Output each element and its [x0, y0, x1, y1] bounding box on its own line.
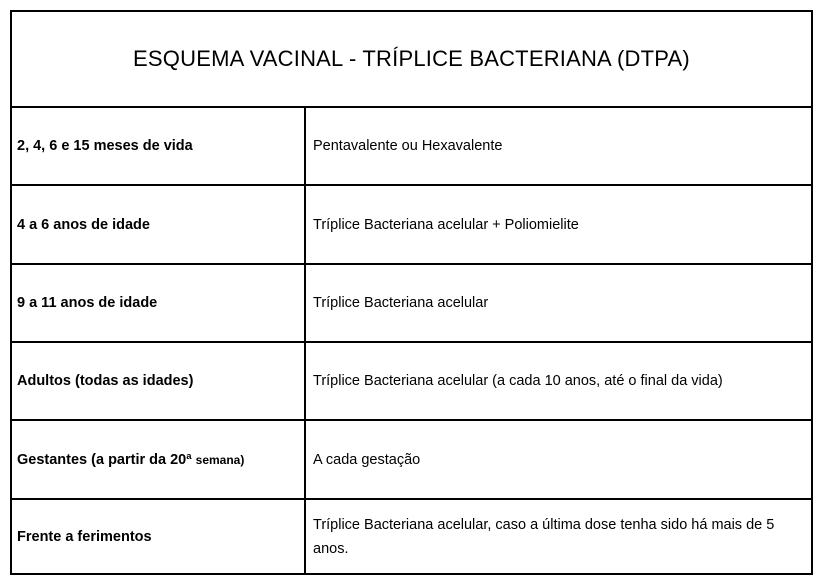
table-row [12, 108, 811, 186]
table-row [12, 421, 811, 500]
age-text-small: semana) [195, 452, 245, 467]
age-cell [12, 421, 306, 498]
vaccine-cell: A cada gestação [313, 451, 421, 468]
vaccine-cell: Tríplice Bacteriana acelular (a cada 10 anos, até o final da vida) [313, 373, 723, 389]
vaccine-cell: Tríplice Bacteriana acelular, caso a última dose tenha sido há mais de 5 anos. [313, 516, 775, 557]
age-cell: 4 a 6 anos de idade [12, 186, 306, 263]
table-row [12, 500, 811, 573]
table-row [12, 265, 811, 343]
vaccine-cell: Tríplice Bacteriana acelular + Poliomielite [313, 216, 579, 233]
age-text: Gestantes (a partir da 20ª [17, 451, 192, 468]
age-cell: Frente a ferimentos [12, 500, 306, 573]
vaccine-schedule-table [10, 10, 813, 575]
age-cell: Adultos (todas as idades) [12, 343, 306, 419]
table-row [12, 343, 811, 421]
vaccine-cell: Pentavalente ou Hexavalente [313, 138, 503, 154]
age-cell: 2, 4, 6 e 15 meses de vida [12, 108, 306, 184]
vaccine-cell: Tríplice Bacteriana acelular [313, 295, 489, 311]
table-row [12, 186, 811, 265]
table-title: ESQUEMA VACINAL - TRÍPLICE BACTERIANA (DTPA) [12, 12, 811, 108]
age-cell: 9 a 11 anos de idade [12, 265, 306, 341]
